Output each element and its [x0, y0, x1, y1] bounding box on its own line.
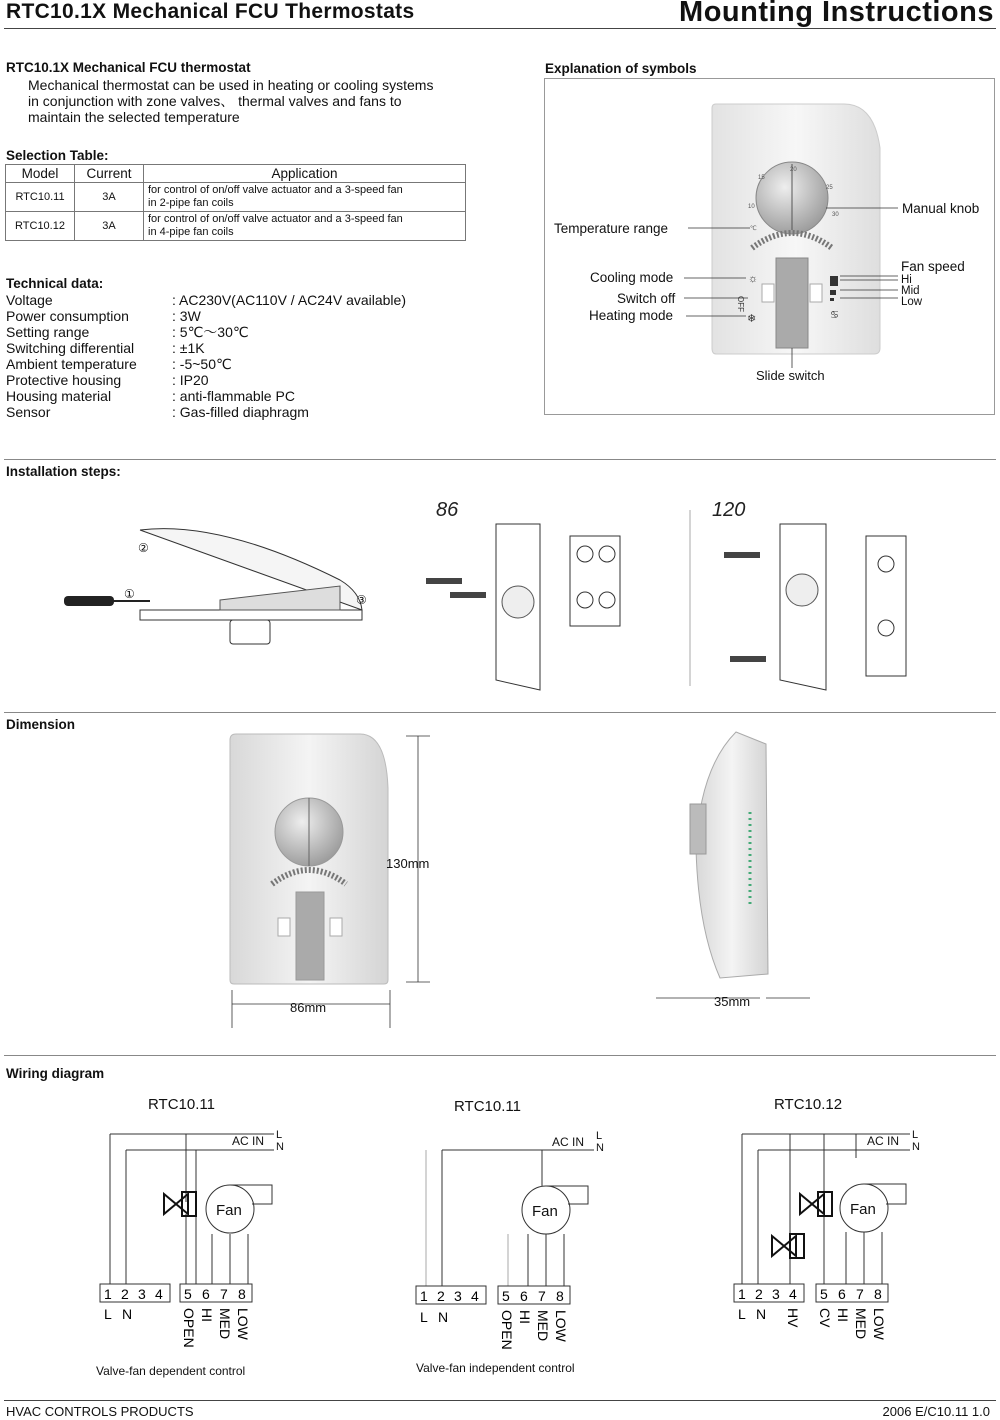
tech-label: Power consumption	[6, 308, 129, 324]
dial-mark: 25	[826, 185, 833, 191]
cell-current: 3A	[75, 183, 144, 212]
tech-label: Ambient temperature	[6, 356, 137, 372]
page-subtitle: Mounting Instructions	[679, 0, 994, 28]
slide-switch-label: Slide switch	[756, 368, 825, 383]
selection-table-heading: Selection Table:	[6, 148, 109, 163]
ac-in-label: AC IN	[867, 1134, 900, 1148]
dimension-diagram	[220, 728, 820, 1028]
tech-row	[6, 372, 476, 388]
tech-label: Protective housing	[6, 372, 122, 388]
terminal: 3	[138, 1286, 146, 1302]
wiring-diagram-3	[730, 1094, 940, 1384]
tech-label: Voltage	[6, 292, 53, 308]
step-1-mark: ①	[124, 587, 135, 601]
screwdriver-icon	[64, 596, 114, 606]
col-header-model: Model	[6, 165, 75, 183]
ac-in-label: AC IN	[232, 1134, 265, 1148]
cell-model: RTC10.12	[6, 212, 75, 241]
intro-line-2: in conjunction with zone valves、 thermal valves and fans to	[28, 93, 402, 109]
wiring-model: RTC10.11	[454, 1098, 521, 1115]
symbols-diagram	[544, 78, 996, 416]
box-86-label: 86	[436, 499, 459, 521]
terminal: 1	[420, 1288, 428, 1304]
application-line: in 4-pipe fan coils	[148, 226, 234, 238]
temperature-range-label: Temperature range	[554, 221, 669, 236]
valve-icon	[772, 1236, 796, 1256]
wiring-heading: Wiring diagram	[6, 1066, 105, 1081]
fan-speed-icon	[830, 276, 838, 286]
terminal: 1	[738, 1286, 746, 1302]
footer-divider	[4, 1400, 996, 1401]
terminal-label: N	[756, 1306, 767, 1322]
valve-icon	[800, 1194, 824, 1214]
slide-track	[776, 258, 808, 348]
tech-row	[6, 292, 476, 308]
terminal-label: OPEN	[181, 1308, 197, 1348]
intro-line-3: maintain the selected temperature	[28, 109, 240, 125]
terminal-label: MED	[853, 1308, 869, 1340]
application-line: for control of on/off valve actuator and a 3-speed fan	[148, 184, 403, 196]
off-icon: OFF	[736, 296, 745, 312]
hi-label: Hi	[901, 274, 912, 286]
line-l: L	[596, 1130, 603, 1142]
fan-slider	[810, 284, 822, 302]
mode-slider	[762, 284, 774, 302]
ac-in-label: AC IN	[552, 1135, 585, 1149]
table-row	[6, 212, 466, 241]
table-row	[6, 183, 466, 212]
heating-mode-icon: ❄	[747, 313, 757, 325]
heating-mode-label: Heating mode	[589, 308, 674, 323]
terminal: 6	[838, 1286, 846, 1302]
terminal-label: MED	[535, 1310, 551, 1342]
thermostat-back-120	[780, 524, 826, 690]
footer-left: HVAC CONTROLS PRODUCTS	[6, 1404, 194, 1419]
step-2-mark: ②	[138, 541, 149, 555]
tech-value: : anti-flammable PC	[172, 388, 295, 404]
tech-value: : AC230V(AC110V / AC24V available)	[172, 292, 406, 308]
tech-row	[6, 324, 476, 340]
tech-row	[6, 388, 476, 404]
section-divider	[4, 712, 996, 713]
page-title: RTC10.1X Mechanical FCU Thermostats	[6, 0, 415, 23]
line-l: L	[276, 1129, 283, 1141]
base-plate	[140, 610, 362, 620]
tech-value: : IP20	[172, 372, 209, 388]
terminal: 6	[202, 1286, 210, 1302]
tech-row	[6, 356, 476, 372]
tech-label: Switching differential	[6, 340, 135, 356]
tech-value: : ±1K	[172, 340, 205, 356]
line-n: N	[912, 1141, 920, 1153]
depth-dimension: 35mm	[714, 994, 751, 1009]
cell-application	[144, 212, 466, 241]
fan-speed-label: Fan speed	[901, 259, 965, 274]
dimension-heading: Dimension	[6, 717, 76, 732]
tech-value: : 5℃～30℃	[172, 324, 249, 340]
col-header-current: Current	[75, 165, 144, 183]
dial-mark: 10	[748, 204, 755, 210]
terminal-label: MED	[217, 1308, 233, 1340]
application-line: in 2-pipe fan coils	[148, 197, 234, 209]
terminal: 5	[820, 1286, 828, 1302]
fan-label: Fan	[850, 1201, 876, 1218]
terminal: 8	[238, 1286, 246, 1302]
junction-box-86	[570, 536, 620, 626]
box-120-label: 120	[712, 499, 746, 521]
terminal-label: LOW	[871, 1308, 887, 1340]
tech-label: Housing material	[6, 388, 112, 404]
wiring-model: RTC10.12	[774, 1096, 843, 1113]
cell-current: 3A	[75, 212, 144, 241]
terminal: 5	[502, 1288, 510, 1304]
terminal-label: LOW	[235, 1308, 251, 1340]
wiring-caption: Valve-fan independent control	[416, 1361, 575, 1375]
terminal: 2	[121, 1286, 129, 1302]
tech-value: : -5~50℃	[172, 356, 232, 372]
screw-icon	[724, 552, 760, 558]
tech-row	[6, 340, 476, 356]
tech-row	[6, 404, 476, 420]
section-divider	[4, 1055, 996, 1056]
tech-value: : Gas-filled diaphragm	[172, 404, 309, 420]
terminal-label: LOW	[553, 1310, 569, 1342]
screw-icon	[450, 592, 486, 598]
table-header-row	[6, 165, 466, 183]
terminal: 4	[471, 1288, 479, 1304]
valve-icon	[164, 1194, 188, 1214]
terminal: 2	[437, 1288, 445, 1304]
knob-base	[230, 620, 270, 644]
cooling-mode-label: Cooling mode	[590, 270, 674, 285]
tech-label: Setting range	[6, 324, 90, 340]
height-dimension: 130mm	[386, 856, 430, 871]
terminal-label: HI	[199, 1308, 215, 1322]
dial-mark: 15	[758, 175, 765, 181]
terminal-label: L	[104, 1306, 112, 1322]
line-n: N	[276, 1141, 284, 1153]
terminal: 3	[772, 1286, 780, 1302]
cooling-mode-icon: ☼	[748, 273, 759, 285]
slide-track	[296, 892, 324, 980]
mid-label: Mid	[901, 285, 920, 297]
terminal-label: OPEN	[499, 1310, 515, 1350]
terminal-label: N	[438, 1309, 449, 1325]
terminal: 3	[454, 1288, 462, 1304]
switch-off-label: Switch off	[617, 291, 676, 306]
terminal: 4	[155, 1286, 163, 1302]
width-dimension: 86mm	[290, 1000, 327, 1015]
dial-mark: 30	[832, 212, 839, 218]
line-l: L	[912, 1129, 919, 1141]
technical-heading: Technical data:	[6, 276, 104, 291]
col-header-application: Application	[144, 165, 466, 183]
cell-application	[144, 183, 466, 212]
line-n: N	[596, 1142, 604, 1154]
manual-knob-label: Manual knob	[902, 201, 980, 216]
terminal: 2	[755, 1286, 763, 1302]
screw-icon	[426, 578, 462, 584]
terminal: 4	[789, 1286, 797, 1302]
terminal-label: HI	[517, 1310, 533, 1324]
wiring-model: RTC10.11	[148, 1096, 215, 1113]
symbols-heading: Explanation of symbols	[545, 61, 697, 76]
tech-label: Sensor	[6, 404, 51, 420]
low-label: Low	[901, 296, 923, 308]
terminal: 6	[520, 1288, 528, 1304]
terminal: 7	[220, 1286, 228, 1302]
fan-label: Fan	[532, 1203, 558, 1220]
installation-heading: Installation steps:	[6, 464, 121, 479]
tech-value: : 3W	[172, 308, 201, 324]
terminal-label: CV	[817, 1308, 833, 1328]
terminal: 7	[538, 1288, 546, 1304]
terminal: 8	[874, 1286, 882, 1302]
cell-model: RTC10.11	[6, 183, 75, 212]
terminal: 1	[104, 1286, 112, 1302]
application-line: for control of on/off valve actuator and a 3-speed fan	[148, 213, 403, 225]
terminal-label: N	[122, 1306, 133, 1322]
installation-diagram	[40, 490, 960, 700]
side-view	[696, 732, 768, 978]
terminal: 5	[184, 1286, 192, 1302]
fan-label: Fan	[216, 1202, 242, 1219]
junction-box-120	[866, 536, 906, 676]
terminal-label: HV	[785, 1308, 801, 1328]
terminal: 7	[856, 1286, 864, 1302]
intro-heading: RTC10.1X Mechanical FCU thermostat	[6, 60, 251, 75]
dial-mark: ℃	[750, 226, 757, 232]
step-3-mark: ③	[356, 593, 367, 607]
terminal-label: HI	[835, 1308, 851, 1322]
selection-table	[5, 164, 466, 241]
fan-low-icon: ♋	[830, 310, 839, 321]
intro-line-1: Mechanical thermostat can be used in heating or cooling systems	[28, 77, 434, 93]
terminal-label: L	[738, 1306, 746, 1322]
wiring-caption: Valve-fan dependent control	[96, 1364, 246, 1378]
screw-icon	[730, 656, 766, 662]
tech-row	[6, 308, 476, 324]
section-divider	[4, 459, 996, 460]
footer-right: 2006 E/C10.11 1.0	[882, 1404, 990, 1419]
wiring-diagram-2	[412, 1094, 622, 1384]
technical-list	[6, 292, 476, 420]
dial-mark: 20	[790, 167, 797, 173]
terminal-label: L	[420, 1309, 428, 1325]
terminal: 8	[556, 1288, 564, 1304]
header-divider	[4, 28, 996, 29]
wiring-diagram-1	[94, 1094, 304, 1384]
